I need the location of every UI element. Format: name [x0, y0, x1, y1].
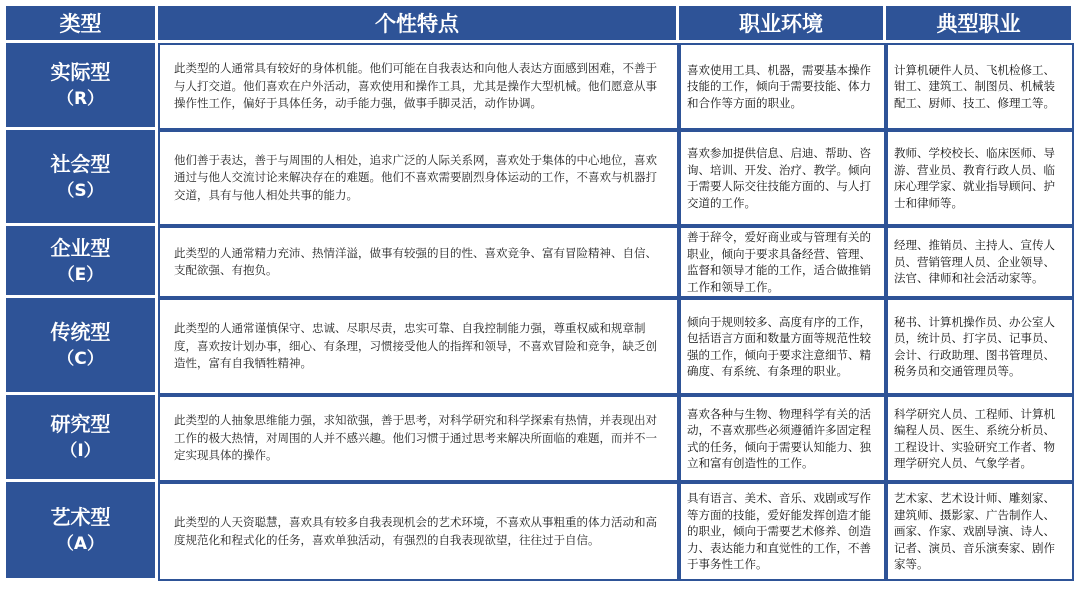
type-code: （C）: [57, 349, 104, 369]
env-cell: 倾向于规则较多、高度有序的工作，包括语言方面和数量方面等规范性较强的工作，倾向于要求注意细节、精确度、有系统、有条理的职业。: [679, 298, 886, 395]
header-type: 类型: [6, 6, 158, 43]
type-name: 研究型: [50, 412, 111, 436]
type-code: （E）: [57, 264, 104, 285]
type-cell: [6, 482, 158, 581]
type-name: 社会型: [50, 151, 111, 176]
type-cell: [6, 226, 158, 298]
type-cell: [6, 395, 158, 482]
type-name: 实际型: [50, 60, 111, 84]
env-cell: 喜欢使用工具、机器，需要基本操作技能的工作，倾向于需要技能、体力和合作等方面的职业。: [679, 43, 886, 130]
table-row: [6, 226, 1074, 298]
trait-cell: 此类型的人通常具有较好的身体机能。他们可能在自我表达和向他人表达方面感到困难，不善于与人打交道。他们喜欢在户外活动，喜欢使用和操作工具，尤其是操作大型机械。他们愿意从事操作性工作，偏好于具体任务，动手能力强，做事手脚灵活，动作协调。: [158, 43, 679, 130]
table-row: [6, 130, 1074, 226]
type-cell: [6, 298, 158, 395]
type-cell: [6, 130, 158, 226]
env-cell: 具有语言、美术、音乐、戏剧或写作等方面的技能，爱好能发挥创造才能的职业，倾向于需要艺术修养、创造力、表达能力和直觉性的工作，不善于事务性工作。: [679, 482, 886, 581]
type-name: 企业型: [50, 235, 111, 260]
env-cell: 喜欢参加提供信息、启迪、帮助、咨询、培训、开发、治疗、教学。倾向于需要人际交往技能方面的、与人打交道的工作。: [679, 130, 886, 226]
trait-cell: 此类型的人天资聪慧，喜欢具有较多自我表现机会的艺术环境，不喜欢从事粗重的体力活动和高度规范化和程式化的任务，喜欢单独活动，有强烈的自我表现欲望，往往过于自信。: [158, 482, 679, 581]
table-row: [6, 298, 1074, 395]
header-trait: 个性特点: [158, 6, 679, 43]
env-cell: 喜欢各种与生物、物理科学有关的活动，不喜欢那些必须遵循许多固定程式的任务，倾向于需要认知能力、独立和富有创造性的工作。: [679, 395, 886, 482]
table-row: [6, 43, 1074, 130]
trait-cell: 此类型的人抽象思维能力强，求知欲强，善于思考，对科学研究和科学探索有热情，并表现出对工作的极大热情，对周围的人并不感兴趣。他们习惯于通过思考来解决所面临的难题，而并不一定实现具体的操作。: [158, 395, 679, 482]
jobs-cell: 计算机硬件人员、飞机检修工、钳工、建筑工、制图员、机械装配工、厨师、技工、修理工等。: [886, 43, 1074, 130]
type-code: （A）: [56, 534, 105, 554]
type-code: （S）: [57, 180, 104, 201]
jobs-cell: 艺术家、艺术设计师、雕刻家、建筑师、摄影家、广告制作人、画家、作家、戏剧导演、诗人、记者、演员、音乐演奏家、剧作家等。: [886, 482, 1074, 581]
personality-table: [6, 6, 1074, 581]
type-code: （R）: [56, 89, 105, 109]
header-jobs: 典型职业: [886, 6, 1074, 43]
type-cell: [6, 43, 158, 130]
type-name: 传统型: [50, 320, 111, 344]
env-cell: 善于辞令，爱好商业或与管理有关的职业，倾向于要求具备经营、管理、监督和领导才能的工作，适合做推销工作和领导工作。: [679, 226, 886, 298]
trait-cell: 此类型的人通常谨慎保守、忠诚、尽职尽责，忠实可靠、自我控制能力强，尊重权威和规章制度，喜欢按计划办事，细心、有条理，习惯接受他人的指挥和领导，不喜欢冒险和竞争，缺乏创造性，富有自我牺牲精神。: [158, 298, 679, 395]
table-row: [6, 395, 1074, 482]
jobs-cell: 教师、学校校长、临床医师、导游、营业员、教育行政人员、临床心理学家、就业指导顾问、护士和律师等。: [886, 130, 1074, 226]
jobs-cell: 秘书、计算机操作员、办公室人员，统计员、打字员、记事员、会计、行政助理、图书管理员、税务员和交通管理员等。: [886, 298, 1074, 395]
trait-cell: 他们善于表达，善于与周围的人相处，追求广泛的人际关系网，喜欢处于集体的中心地位，喜欢通过与他人交流讨论来解决存在的难题。他们不喜欢需要剧烈身体运动的工作，不喜欢与机器打交道，具有与他人相处共事的能力。: [158, 130, 679, 226]
table-row: [6, 482, 1074, 581]
header-row: [6, 6, 1074, 43]
jobs-cell: 科学研究人员、工程师、计算机编程人员、医生、系统分析员、工程设计、实验研究工作者、物理学研究人员、气象学者。: [886, 395, 1074, 482]
type-code: （I）: [60, 441, 101, 461]
type-name: 艺术型: [50, 505, 111, 529]
jobs-cell: 经理、推销员、主持人、宣传人员、营销管理人员、企业领导、法官、律师和社会活动家等。: [886, 226, 1074, 298]
header-env: 职业环境: [679, 6, 886, 43]
trait-cell: 此类型的人通常精力充沛、热情洋溢，做事有较强的目的性、喜欢竞争、富有冒险精神、自信、支配欲强、有抱负。: [158, 226, 679, 298]
